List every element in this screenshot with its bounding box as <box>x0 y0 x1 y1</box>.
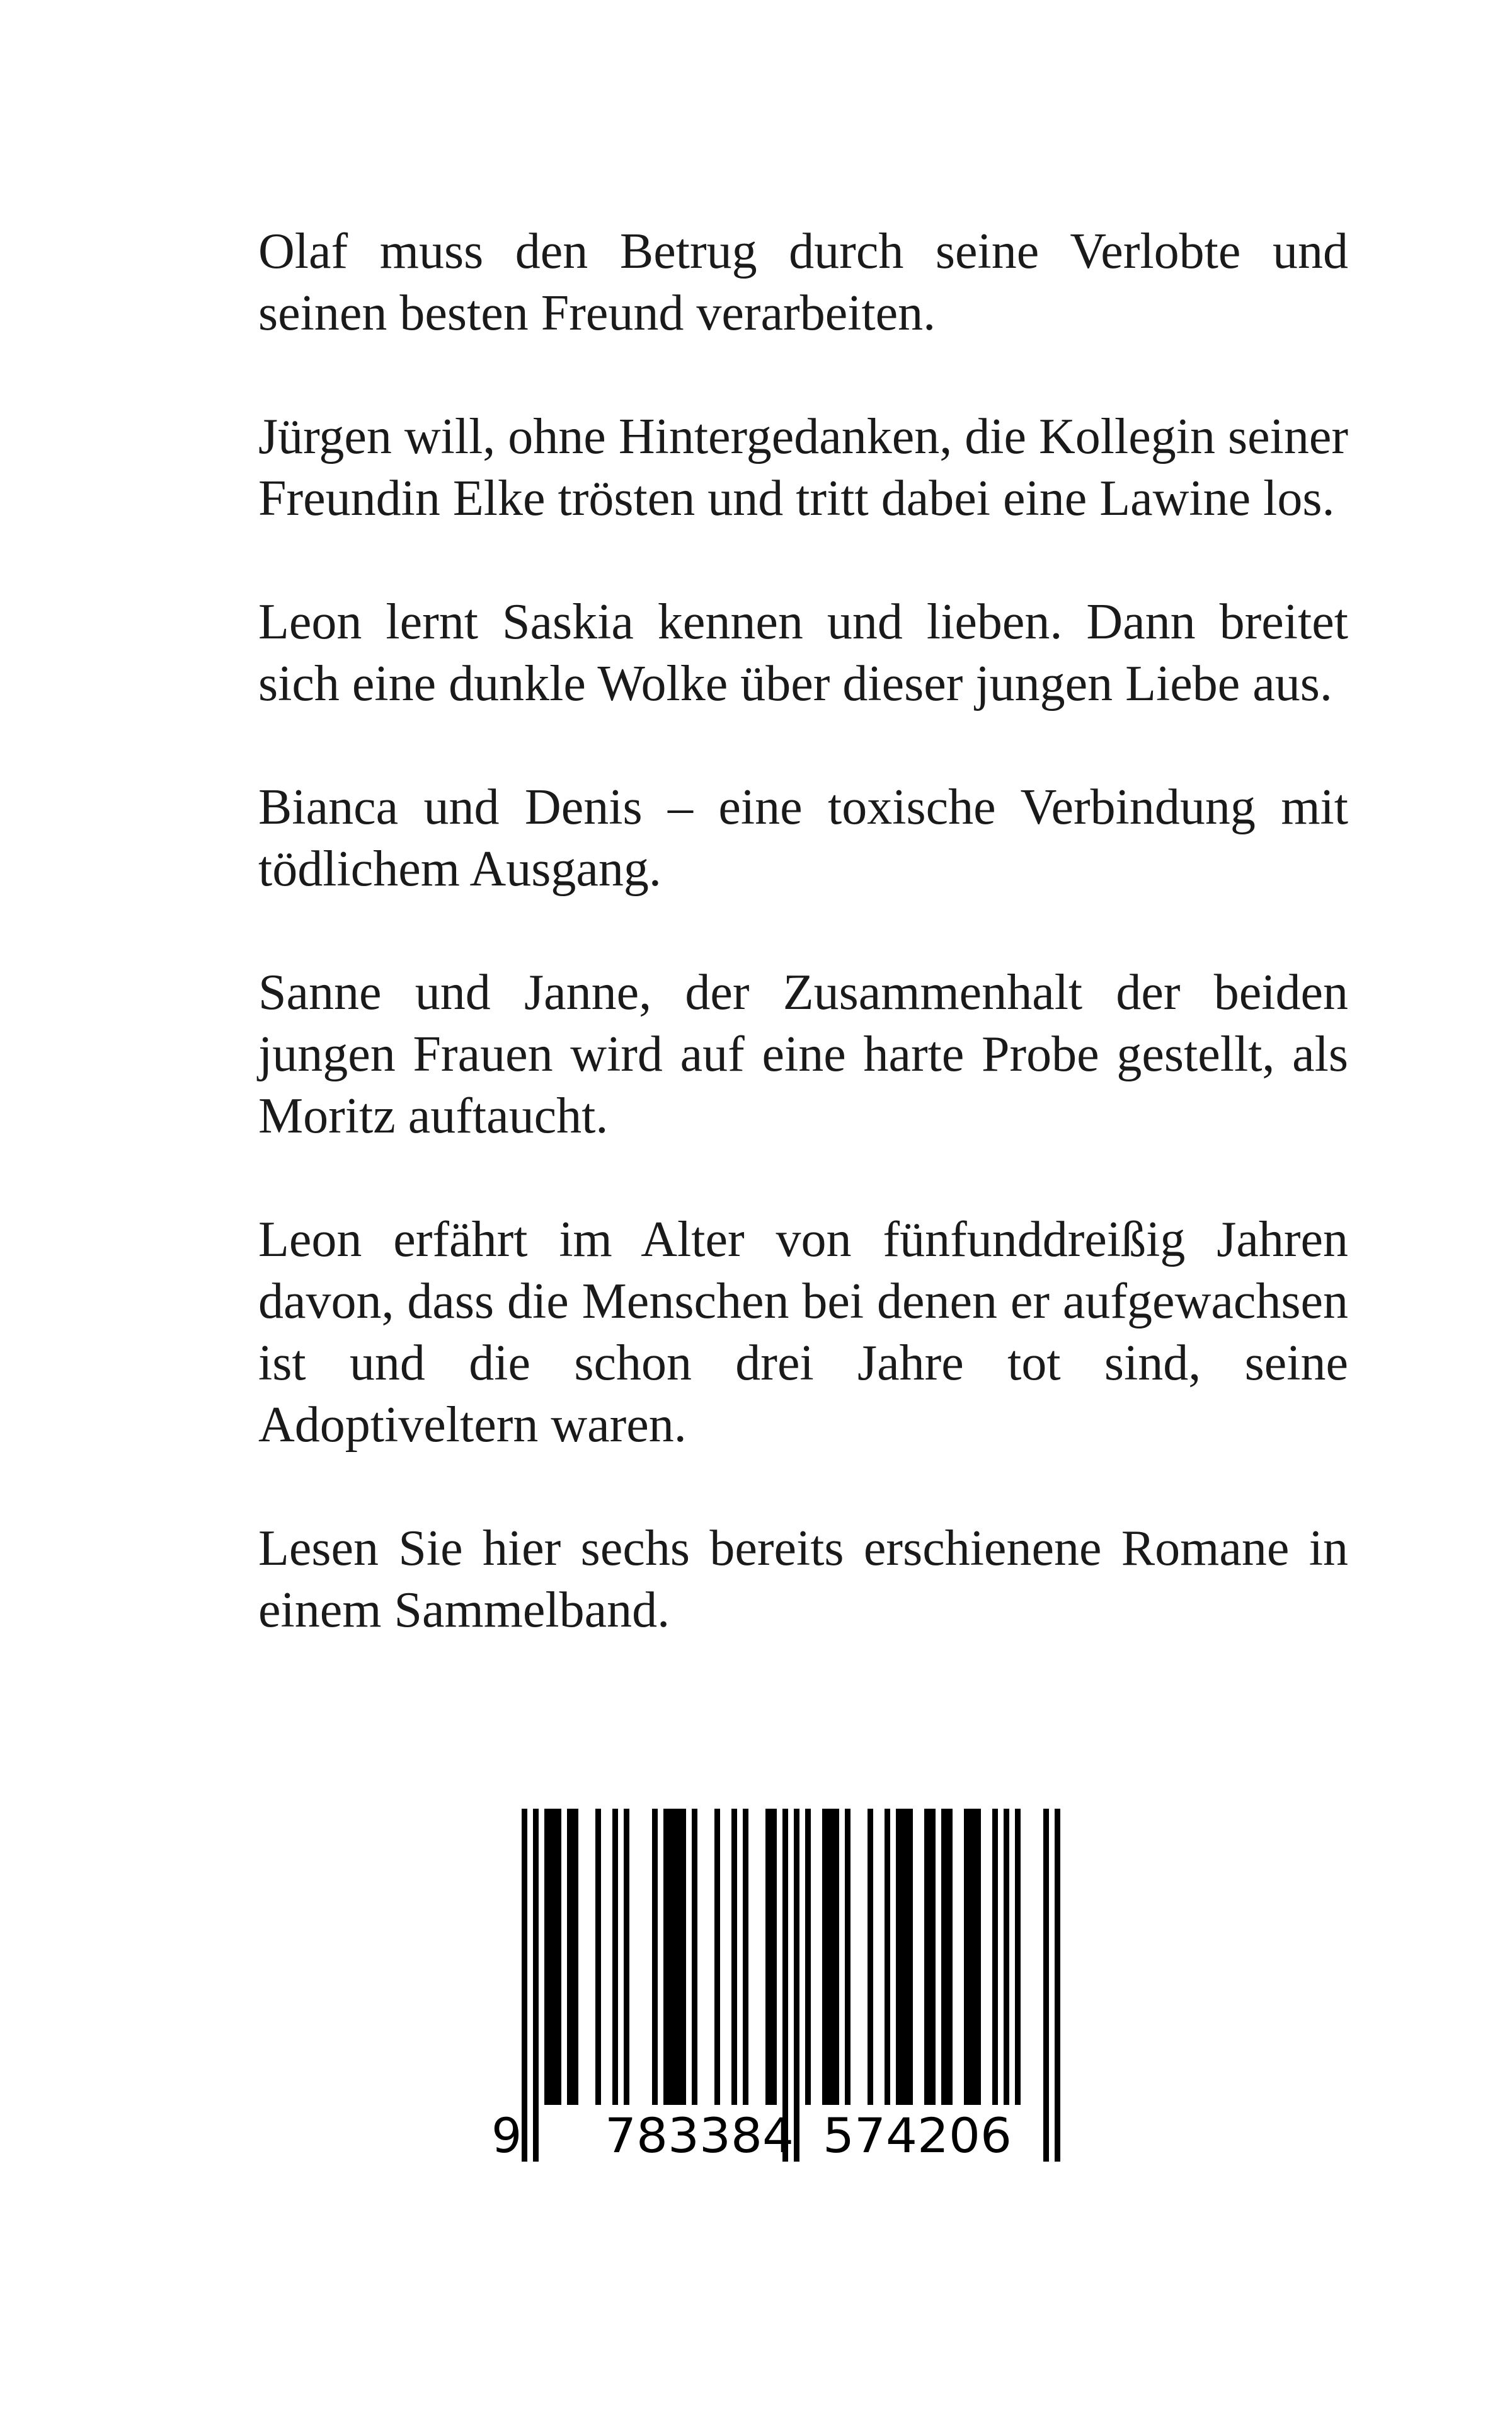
barcode-bar <box>794 1809 799 2162</box>
barcode-bar <box>612 1809 618 2105</box>
barcode-bar <box>964 1809 981 2105</box>
barcode-left-group: 783384 <box>605 2107 794 2162</box>
barcode-bar <box>845 1809 850 2105</box>
barcode-bar <box>896 1809 913 2105</box>
barcode-bar <box>714 1809 720 2105</box>
paragraph-sammelband: Lesen Sie hier sechs bereits erschienene Romane in einem Sammelband. <box>258 1521 1348 1638</box>
paragraph-juergen: Jürgen will, ohne Hintergedanken, die Kollegin seiner Freundin Elke trösten und tritt dabei eine Lawine los. <box>258 409 1348 526</box>
barcode-bar <box>885 1809 890 2105</box>
barcode-prefix-digit: 9 <box>491 2107 522 2162</box>
barcode-graphic <box>485 1809 1115 2162</box>
barcode-bar <box>731 1809 737 2105</box>
paragraph-olaf: Olaf muss den Betrug durch seine Verlobte und seinen besten Freund verarbeiten. <box>258 224 1348 341</box>
barcode-bar <box>1055 1809 1060 2162</box>
blurb-text <box>258 221 1348 1641</box>
barcode-bar <box>595 1809 601 2105</box>
barcode-bar <box>663 1809 686 2105</box>
paragraph-bianca-denis: Bianca und Denis – eine toxische Verbindung mit tödlichem Ausgang. <box>258 780 1348 897</box>
barcode-bar <box>924 1809 936 2105</box>
barcode-right-group: 574206 <box>823 2107 1012 2162</box>
barcode-bar <box>743 1809 748 2105</box>
barcode-bar <box>992 1809 998 2105</box>
barcode-bar <box>533 1809 539 2162</box>
barcode-bar <box>868 1809 873 2105</box>
isbn-barcode <box>485 1809 1115 2162</box>
barcode-bar <box>822 1809 839 2105</box>
barcode-bar <box>652 1809 658 2105</box>
barcode-bar <box>1015 1809 1021 2105</box>
barcode-bar <box>805 1809 811 2105</box>
barcode-bar <box>692 1809 697 2105</box>
barcode-bar <box>624 1809 629 2105</box>
barcode-digits <box>491 2107 1012 2162</box>
barcode-bar <box>765 1809 777 2105</box>
barcode-bar <box>1043 1809 1049 2162</box>
barcode-bar <box>941 1809 953 2105</box>
paragraph-leon-adoption: Leon erfährt im Alter von fünfunddreißig Jahren davon, dass die Menschen bei denen er aufgewachsen ist und die schon drei Jahre tot sind, seine Adoptiveltern waren. <box>258 1212 1348 1453</box>
barcode-bar <box>1004 1809 1009 2105</box>
barcode-bar <box>544 1809 561 2105</box>
paragraph-leon-saskia: Leon lernt Saskia kennen und lieben. Dann breitet sich eine dunkle Wolke über dieser jungen Liebe aus. <box>258 594 1348 712</box>
barcode-bar <box>522 1809 527 2162</box>
paragraph-sanne-janne: Sanne und Janne, der Zusammenhalt der beiden jungen Frauen wird auf eine harte Probe gestellt, als Moritz auftaucht. <box>258 965 1348 1144</box>
barcode-bar <box>567 1809 578 2105</box>
